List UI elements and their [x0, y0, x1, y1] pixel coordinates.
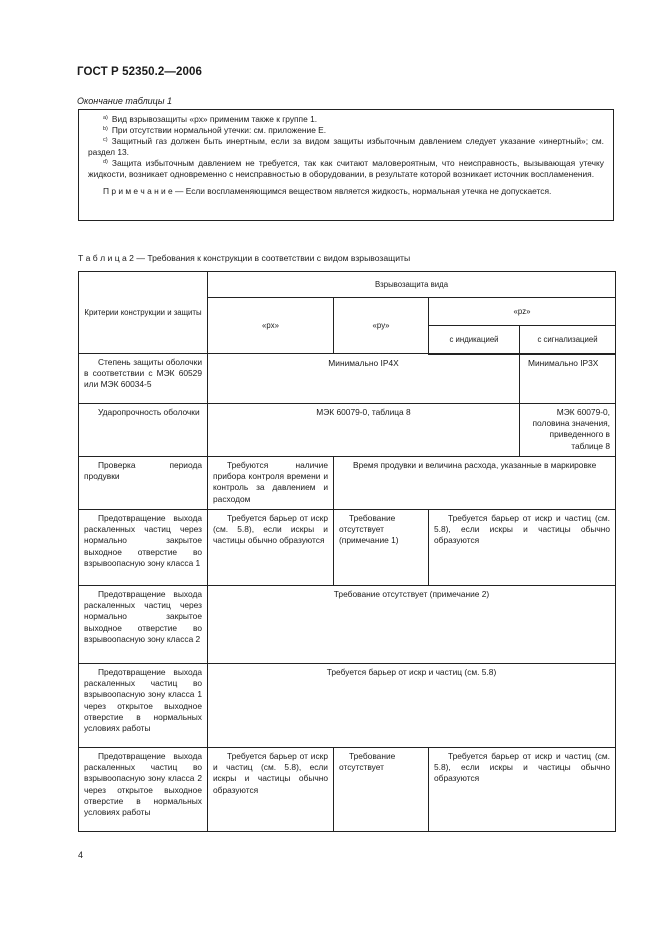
- row-value: Требование отсутствует: [334, 748, 429, 832]
- page-number: 4: [78, 850, 84, 860]
- table2: [78, 271, 616, 832]
- row-value: Требуется барьер от искр и частиц (см. 5.8), если искры и частицы обычно образуются: [429, 510, 616, 586]
- table-row: [79, 457, 616, 510]
- header-protection-type: Взрывозащита вида: [208, 272, 616, 298]
- footnote-a: $^{a)}$ Вид взрывозащиты «px» применим также к группе 1.: [103, 114, 318, 124]
- row-value: Минимально IP3X: [520, 354, 616, 404]
- row-value: Требуется барьер от искр (см. 5.8), если искры и частицы обычно образуются: [208, 510, 334, 586]
- row-value: МЭК 60079-0, таблица 8: [208, 404, 520, 457]
- document-header: ГОСТ Р 52350.2—2006: [77, 66, 202, 78]
- row-criterion: Предотвращение выхода раскаленных частиц через нормально закрытое выходное отверстие во взрывоопасную зону класса 2: [79, 586, 208, 664]
- table-row: [79, 748, 616, 832]
- row-value: Требуется барьер от искр и частиц (см. 5.8), если искры и частицы обычно образуются: [429, 748, 616, 832]
- table-row: [79, 510, 616, 586]
- table2-title: Т а б л и ц а 2 — Требования к конструкции в соответствии с видом взрывозащиты: [78, 253, 411, 263]
- table-row: [79, 664, 616, 748]
- row-value: Время продувки и величина расхода, указанные в маркировке: [334, 457, 616, 510]
- table-row: [79, 586, 616, 664]
- table-continuation-label: Окончание таблицы 1: [77, 96, 172, 106]
- row-value: Минимально IP4X: [208, 354, 520, 404]
- table1-remark: П р и м е ч а н и е — Если воспламеняющимся веществом является жидкость, нормальная утечка не допускается.: [103, 185, 552, 196]
- header-pz-alarm: с сигнализацией: [520, 326, 616, 354]
- footnote-c: $^{c)}$ Защитный газ должен быть инертным, если за видом защиты избыточным давлением следует указание «инертный»; см. раздел 13.: [88, 136, 604, 158]
- row-value: Требование отсутствует (примечание 1): [334, 510, 429, 586]
- footnote-b: $^{b)}$ При отсутствии нормальной утечки: см. приложение Е.: [103, 125, 327, 136]
- table1-notes-box: [78, 109, 614, 221]
- row-criterion: Предотвращение выхода раскаленных частиц во взрывоопасную зону класса 2 через открытое выходное отверстие в нормальных условиях работы: [79, 748, 208, 832]
- header-py: «py»: [334, 298, 429, 354]
- row-value: МЭК 60079-0, половина значения, приведенного в таблице 8: [520, 404, 616, 457]
- row-criterion: Предотвращение выхода раскаленных частиц во взрывоопасную зону класса 1 через открытое выходное отверстие в нормальных условиях работы: [79, 664, 208, 748]
- table-row: [79, 404, 616, 457]
- table-row: [79, 354, 616, 404]
- row-value: Требуется барьер от искр и частиц (см. 5.8), если искры и частицы обычно образуются: [208, 748, 334, 832]
- header-criteria: Критерии конструкции и защиты: [79, 272, 208, 354]
- row-value: Требуется барьер от искр и частиц (см. 5.8): [208, 664, 616, 748]
- row-value: Требование отсутствует (примечание 2): [208, 586, 616, 664]
- header-pz: «pz»: [429, 298, 616, 326]
- row-value: Требуются наличие прибора контроля времени и контроль за давлением и расходом: [208, 457, 334, 510]
- row-criterion: Проверка периода продувки: [79, 457, 208, 510]
- row-criterion: Ударопрочность оболочки: [79, 404, 208, 457]
- header-pz-indication: с индикацией: [429, 326, 520, 354]
- row-criterion: Предотвращение выхода раскаленных частиц через нормально закрытое выходное отверстие во взрывоопасную зону класса 1: [79, 510, 208, 586]
- footnote-d: $^{d)}$ Защита избыточным давлением не требуется, так как считают маловероятным, что неисправность, вызывающая утечку жидкости, возникает одновременно с неисправностью в оборудовании, в результате которой возникает источник воспламенения.: [88, 158, 604, 180]
- header-px: «px»: [208, 298, 334, 354]
- row-criterion: Степень защиты оболочки в соответствии с МЭК 60529 или МЭК 60034-5: [79, 354, 208, 404]
